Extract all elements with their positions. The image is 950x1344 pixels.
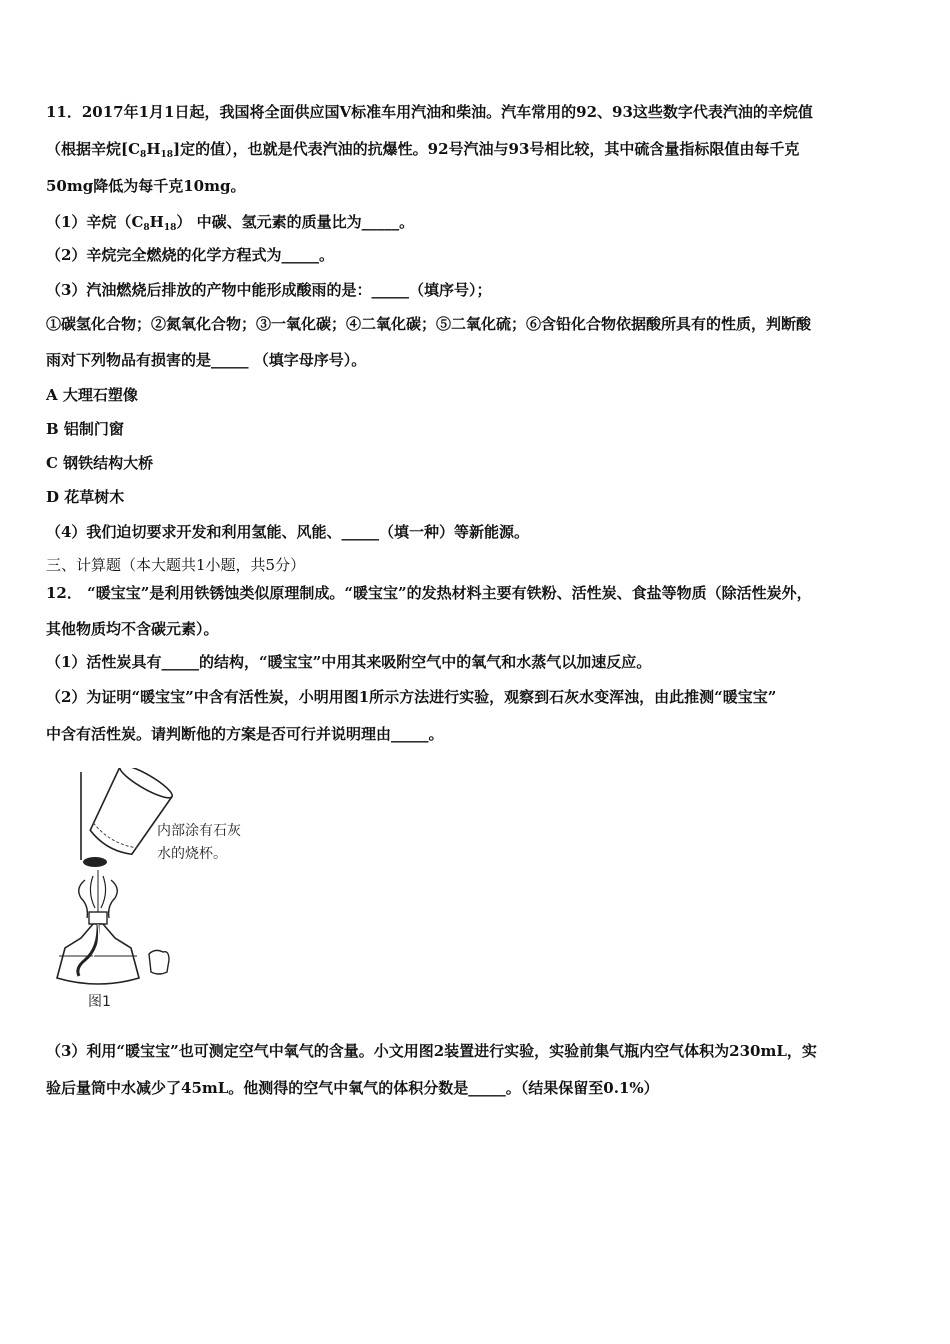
section-heading: 三、计算题（本大题共1小题，共5分） bbox=[46, 556, 306, 574]
q11-part3-options: ①碳氢化合物；②氮氧化合物；③一氧化碳；④二氧化碳；⑤二氧化硫；⑥含铅化合物依据酸所具有的性质，判断酸 bbox=[46, 315, 812, 333]
q11-option-a: A 大理石塑像 bbox=[46, 386, 138, 404]
figure-label-line1: 内部涂有石灰 bbox=[157, 823, 241, 839]
q11-part3-cont: 雨对下列物品有损害的是_____ （填字母序号）。 bbox=[46, 351, 367, 369]
figure-caption: 图1 bbox=[88, 994, 111, 1010]
q11-line2-h: H bbox=[146, 140, 161, 158]
q11-line3: 50mg降低为每千克10mg。 bbox=[46, 177, 246, 195]
lamp-cap-icon bbox=[149, 950, 169, 974]
q11-option-b: B 铝制门窗 bbox=[46, 420, 124, 438]
subscript-18: 18 bbox=[163, 223, 177, 233]
experiment-figure bbox=[55, 768, 295, 1018]
q12-part3-line1: （3）利用“暖宝宝”也可测定空气中氧气的含量。小文用图2装置进行实验，实验前集气瓶内空气体积为230mL，实 bbox=[46, 1042, 817, 1060]
q11-option-d: D 花草树木 bbox=[46, 488, 125, 506]
q11-part3: （3）汽油燃烧后排放的产物中能形成酸雨的是：_____（填序号）； bbox=[46, 281, 492, 299]
subscript-8: 8 bbox=[140, 150, 147, 160]
q11-part1 bbox=[46, 212, 414, 238]
flame-icon bbox=[79, 870, 118, 918]
q11-line2-post: ]定的值），也就是代表汽油的抗爆性。92号汽油与93号相比较，其中硫含量指标限值由每千克 bbox=[173, 140, 800, 158]
subscript-8: 8 bbox=[143, 223, 150, 233]
q12-part2-line2: 中含有活性炭。请判断他的方案是否可行并说明理由_____。 bbox=[46, 725, 444, 743]
alcohol-lamp-icon bbox=[57, 912, 139, 984]
q11-part2: （2）辛烷完全燃烧的化学方程式为_____。 bbox=[46, 246, 334, 264]
q11-line2-pre: （根据辛烷[C bbox=[46, 140, 141, 158]
sample-icon bbox=[83, 857, 107, 867]
q11-option-c: C 钢铁结构大桥 bbox=[46, 454, 154, 472]
subscript-18: 18 bbox=[160, 150, 174, 160]
q12-part1: （1）活性炭具有_____的结构，“暖宝宝”中用其来吸附空气中的氧气和水蒸气以加速反应。 bbox=[46, 653, 652, 671]
q11-part1-h: H bbox=[149, 213, 164, 231]
q12-line2: 其他物质均不含碳元素）。 bbox=[46, 620, 219, 638]
q12-line1: 12． “暖宝宝”是利用铁锈蚀类似原理制成。“暖宝宝”的发热材料主要有铁粉、活性炭、食盐等物质（除活性炭外， bbox=[46, 584, 812, 602]
q11-part4: （4）我们迫切要求开发和利用氢能、风能、_____（填一种）等新能源。 bbox=[46, 523, 529, 541]
q12-part3-line2: 验后量筒中水减少了45mL。他测得的空气中氧气的体积分数是_____。（结果保留至0.1%） bbox=[46, 1079, 659, 1097]
figure-label-line2: 水的烧杯。 bbox=[157, 846, 227, 862]
q12-part2-line1: （2）为证明“暖宝宝”中含有活性炭，小明用图1所示方法进行实验，观察到石灰水变浑浊，由此推测“暖宝宝” bbox=[46, 688, 777, 706]
q11-part1-post: ） 中碳、氢元素的质量比为_____。 bbox=[176, 213, 415, 231]
q11-line2 bbox=[46, 139, 799, 165]
q11-line1: 11．2017年1月1日起，我国将全面供应国Ⅴ标准车用汽油和柴油。汽车常用的92、93这些数字代表汽油的辛烷值 bbox=[46, 103, 813, 121]
q11-part1-pre: （1）辛烷（C bbox=[46, 213, 144, 231]
